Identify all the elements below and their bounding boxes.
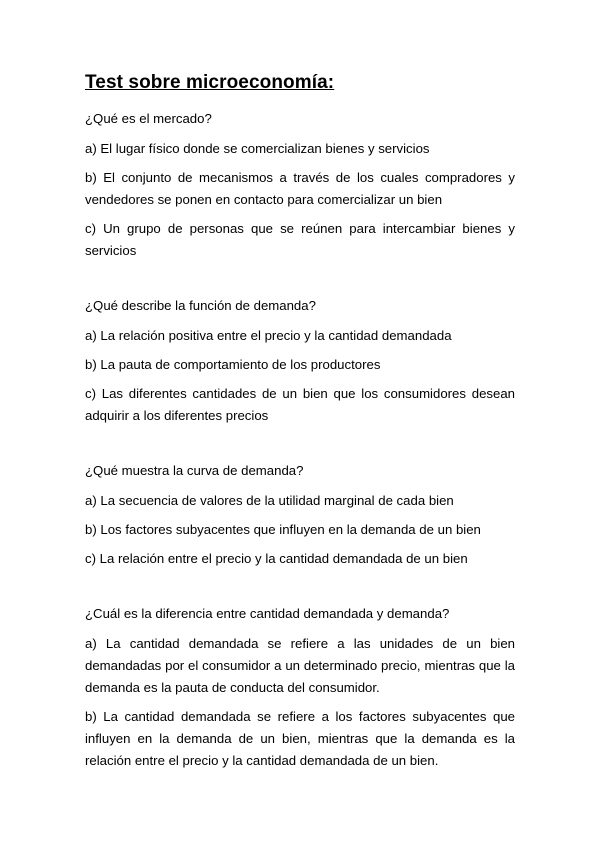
answer-option-b: b) La cantidad demandada se refiere a los factores subyacentes que influyen en la demanda de un bien, mientras que la demanda es la relación entre el precio y la cantidad demandada de un bien. [85,709,515,768]
answer-option-a: a) La relación positiva entre el precio y la cantidad demandada [85,328,452,343]
answer-option-b: b) La pauta de comportamiento de los productores [85,357,381,372]
document-page [85,72,515,805]
answer-option-b: b) El conjunto de mecanismos a través de los cuales compradores y vendedores se ponen en contacto para comercializar un bien [85,170,515,207]
question-block-2 [85,295,515,427]
answer-option-a: a) La secuencia de valores de la utilidad marginal de cada bien [85,493,454,508]
answer-option-c: c) La relación entre el precio y la cantidad demandada de un bien [85,551,468,566]
answer-option-b: b) Los factores subyacentes que influyen en la demanda de un bien [85,522,481,537]
answer-option-c: c) Las diferentes cantidades de un bien que los consumidores desean adquirir a los diferentes precios [85,386,515,423]
question-text: ¿Qué es el mercado? [85,111,212,126]
question-text: ¿Qué describe la función de demanda? [85,298,316,313]
answer-option-c: c) Un grupo de personas que se reúnen para intercambiar bienes y servicios [85,221,515,258]
question-block-4 [85,603,515,772]
document-title: Test sobre microeconomía: [85,72,335,93]
question-block-3 [85,460,515,570]
question-block-1 [85,108,515,262]
question-text: ¿Cuál es la diferencia entre cantidad demandada y demanda? [85,606,450,621]
question-text: ¿Qué muestra la curva de demanda? [85,463,304,478]
answer-option-a: a) La cantidad demandada se refiere a las unidades de un bien demandadas por el consumidor a un determinado precio, mientras que la demanda es la pauta de conducta del consumidor. [85,636,515,695]
answer-option-a: a) El lugar físico donde se comercializan bienes y servicios [85,141,430,156]
